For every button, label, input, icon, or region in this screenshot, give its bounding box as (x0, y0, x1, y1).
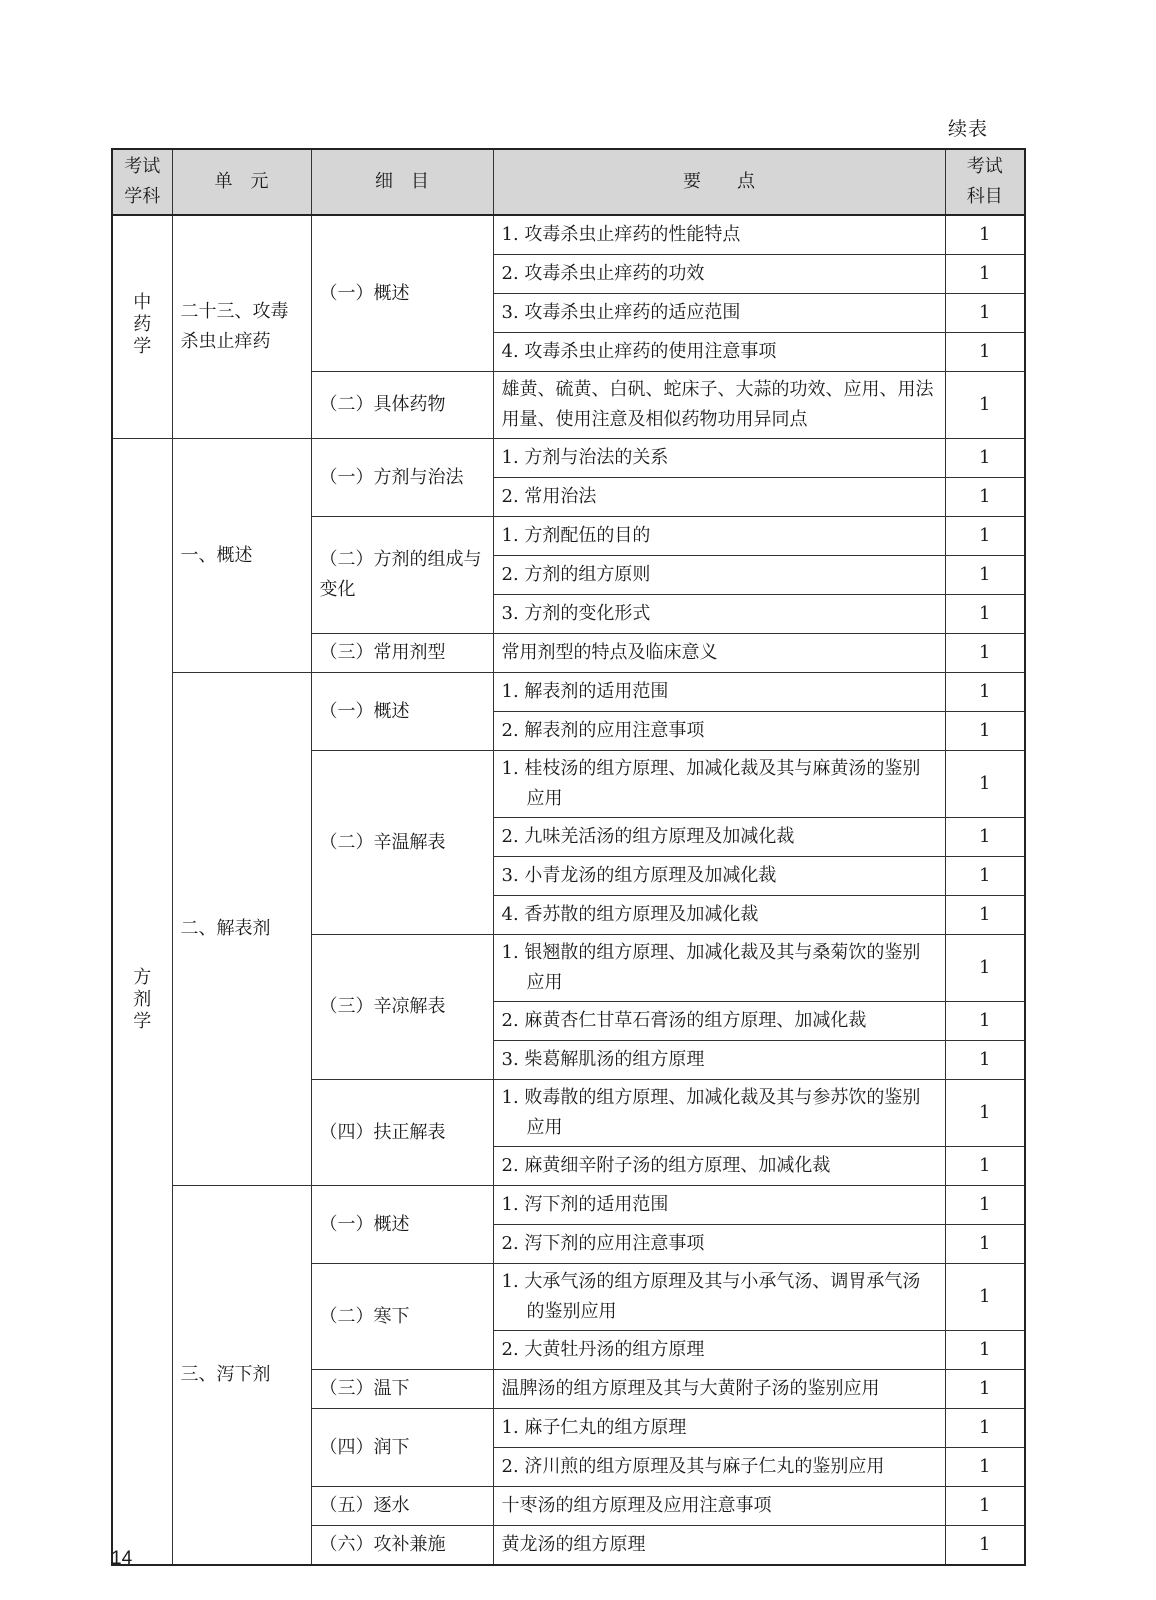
item-cell: （五）逐水 (311, 1487, 493, 1526)
point-cell: 1. 方剂配伍的目的 (493, 517, 945, 556)
point-cell: 2. 大黄牡丹汤的组方原理 (493, 1331, 945, 1370)
point-cell: 1. 攻毒杀虫止痒药的性能特点 (493, 215, 945, 255)
point-cell: 2. 解表剂的应用注意事项 (493, 712, 945, 751)
point-cell: 2. 泻下剂的应用注意事项 (493, 1225, 945, 1264)
point-cell: 4. 攻毒杀虫止痒药的使用注意事项 (493, 333, 945, 372)
level-cell: 1 (945, 595, 1025, 634)
point-cell: 1. 银翘散的组方原理、加减化裁及其与桑菊饮的鉴别应用 (493, 935, 945, 1002)
level-cell: 1 (945, 818, 1025, 857)
level-cell: 1 (945, 896, 1025, 935)
item-cell: （三）温下 (311, 1370, 493, 1409)
level-cell: 1 (945, 1002, 1025, 1041)
item-cell: （四）扶正解表 (311, 1080, 493, 1186)
unit-cell: 二、解表剂 (172, 673, 311, 1186)
level-cell: 1 (945, 1487, 1025, 1526)
level-cell: 1 (945, 255, 1025, 294)
level-cell: 1 (945, 439, 1025, 478)
header-row (112, 149, 1025, 215)
level-cell: 1 (945, 1080, 1025, 1147)
point-cell: 十枣汤的组方原理及应用注意事项 (493, 1487, 945, 1526)
header-item: 细 目 (311, 149, 493, 215)
item-cell: （一）概述 (311, 673, 493, 751)
item-cell: （二）辛温解表 (311, 751, 493, 935)
level-cell: 1 (945, 1370, 1025, 1409)
table-row (112, 1186, 1025, 1225)
point-cell: 1. 桂枝汤的组方原理、加减化裁及其与麻黄汤的鉴别应用 (493, 751, 945, 818)
level-cell: 1 (945, 333, 1025, 372)
table-row (112, 439, 1025, 478)
point-cell: 4. 香苏散的组方原理及加减化裁 (493, 896, 945, 935)
unit-cell: 二十三、攻毒杀虫止痒药 (172, 215, 311, 439)
point-cell: 1. 麻子仁丸的组方原理 (493, 1409, 945, 1448)
point-cell: 3. 方剂的变化形式 (493, 595, 945, 634)
point-cell: 2. 麻黄细辛附子汤的组方原理、加减化裁 (493, 1147, 945, 1186)
item-cell: （六）攻补兼施 (311, 1526, 493, 1566)
item-cell: （二）具体药物 (311, 372, 493, 439)
page-number: 14 (111, 1548, 133, 1569)
table-row (112, 673, 1025, 712)
point-cell: 雄黄、硫黄、白矾、蛇床子、大蒜的功效、应用、用法用量、使用注意及相似药物功用异同点 (493, 372, 945, 439)
level-cell: 1 (945, 1225, 1025, 1264)
point-cell: 2. 攻毒杀虫止痒药的功效 (493, 255, 945, 294)
level-cell: 1 (945, 1409, 1025, 1448)
item-cell: （一）概述 (311, 215, 493, 372)
point-cell: 黄龙汤的组方原理 (493, 1526, 945, 1566)
subject-cell: 方剂学 (112, 439, 172, 1566)
point-cell: 温脾汤的组方原理及其与大黄附子汤的鉴别应用 (493, 1370, 945, 1409)
point-cell: 1. 大承气汤的组方原理及其与小承气汤、调胃承气汤的鉴别应用 (493, 1264, 945, 1331)
item-cell: （一）方剂与治法 (311, 439, 493, 517)
level-cell: 1 (945, 517, 1025, 556)
level-cell: 1 (945, 1448, 1025, 1487)
table-row (112, 215, 1025, 255)
syllabus-table (111, 148, 1026, 1566)
level-cell: 1 (945, 294, 1025, 333)
item-cell: （三）常用剂型 (311, 634, 493, 673)
item-cell: （四）润下 (311, 1409, 493, 1487)
item-cell: （二）方剂的组成与变化 (311, 517, 493, 634)
point-cell: 2. 九味羌活汤的组方原理及加减化裁 (493, 818, 945, 857)
level-cell: 1 (945, 1147, 1025, 1186)
point-cell: 3. 柴葛解肌汤的组方原理 (493, 1041, 945, 1080)
level-cell: 1 (945, 1526, 1025, 1566)
point-cell: 2. 方剂的组方原则 (493, 556, 945, 595)
point-cell: 2. 常用治法 (493, 478, 945, 517)
point-cell: 2. 济川煎的组方原理及其与麻子仁丸的鉴别应用 (493, 1448, 945, 1487)
level-cell: 1 (945, 1264, 1025, 1331)
item-cell: （二）寒下 (311, 1264, 493, 1370)
level-cell: 1 (945, 556, 1025, 595)
level-cell: 1 (945, 673, 1025, 712)
level-cell: 1 (945, 372, 1025, 439)
item-cell: （三）辛凉解表 (311, 935, 493, 1080)
subject-cell: 中药学 (112, 215, 172, 439)
point-cell: 2. 麻黄杏仁甘草石膏汤的组方原理、加减化裁 (493, 1002, 945, 1041)
level-cell: 1 (945, 478, 1025, 517)
level-cell: 1 (945, 1041, 1025, 1080)
level-cell: 1 (945, 215, 1025, 255)
unit-cell: 三、泻下剂 (172, 1186, 311, 1566)
point-cell: 3. 小青龙汤的组方原理及加减化裁 (493, 857, 945, 896)
level-cell: 1 (945, 751, 1025, 818)
point-cell: 1. 解表剂的适用范围 (493, 673, 945, 712)
point-cell: 1. 败毒散的组方原理、加减化裁及其与参苏饮的鉴别应用 (493, 1080, 945, 1147)
header-unit: 单 元 (172, 149, 311, 215)
point-cell: 常用剂型的特点及临床意义 (493, 634, 945, 673)
point-cell: 1. 方剂与治法的关系 (493, 439, 945, 478)
unit-cell: 一、概述 (172, 439, 311, 673)
level-cell: 1 (945, 857, 1025, 896)
header-level: 考试科目 (945, 149, 1025, 215)
level-cell: 1 (945, 935, 1025, 1002)
level-cell: 1 (945, 712, 1025, 751)
point-cell: 3. 攻毒杀虫止痒药的适应范围 (493, 294, 945, 333)
header-subject: 考试学科 (112, 149, 172, 215)
item-cell: （一）概述 (311, 1186, 493, 1264)
level-cell: 1 (945, 634, 1025, 673)
point-cell: 1. 泻下剂的适用范围 (493, 1186, 945, 1225)
continued-label: 续表 (948, 118, 989, 140)
header-point: 要 点 (493, 149, 945, 215)
level-cell: 1 (945, 1186, 1025, 1225)
level-cell: 1 (945, 1331, 1025, 1370)
